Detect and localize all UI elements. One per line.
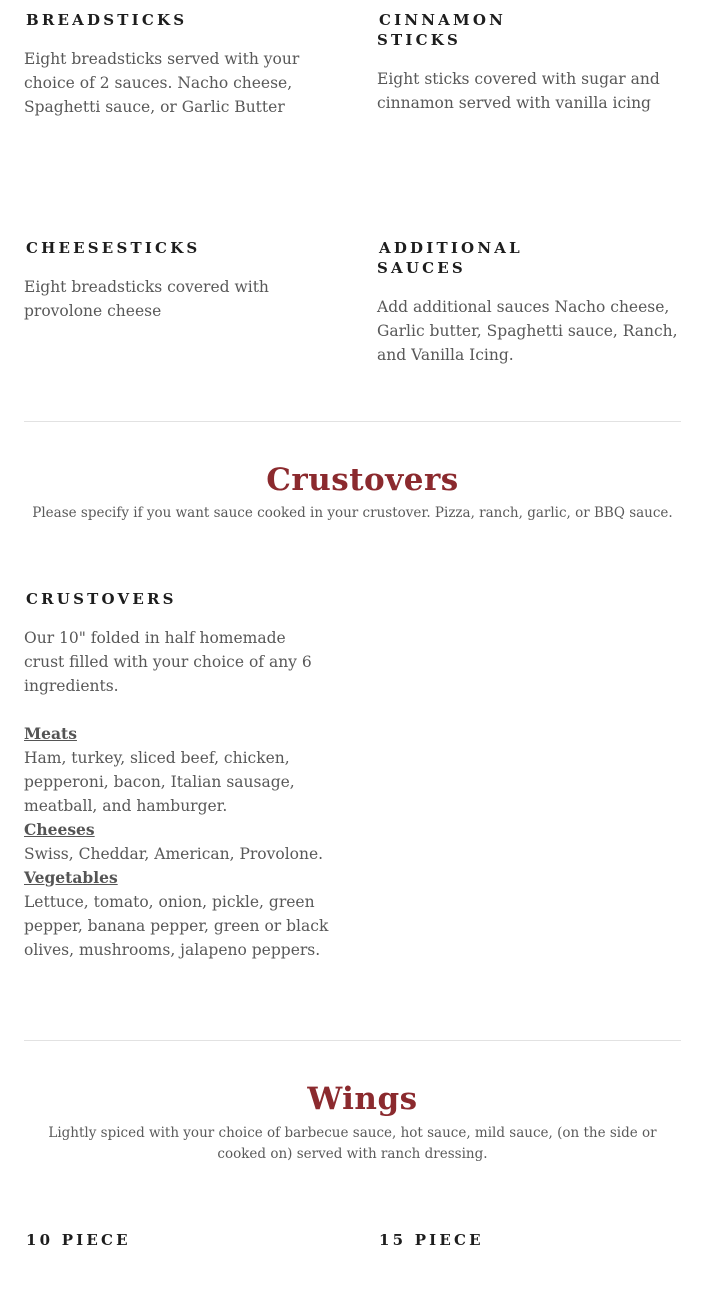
- section-divider: [24, 1040, 681, 1041]
- menu-item-15-piece: [377, 1230, 682, 1250]
- menu-item-cinnamon-sticks: [377, 10, 682, 115]
- item-description: Eight sticks covered with sugar and cinnamon served with vanilla icing: [377, 70, 660, 112]
- section-title-wings: Wings: [307, 1081, 418, 1117]
- item-title: [379, 10, 682, 50]
- meats-heading: Meats: [24, 724, 77, 743]
- item-description: Add additional sauces Nacho cheese, Garlic butter, Spaghetti sauce, Ranch, and Vanilla Icing.: [377, 298, 678, 364]
- section-subtitle-wings: Lightly spiced with your choice of barbecue sauce, hot sauce, mild sauce, (on the side or cooked on) served with ranch dressing.: [48, 1125, 657, 1162]
- crustover-intro: Our 10" folded in half homemade crust filled with your choice of any 6 ingredients.: [24, 629, 312, 695]
- item-title: BREADSTICKS: [26, 11, 188, 29]
- section-title-crustovers: Crustovers: [266, 462, 459, 498]
- item-title: CHEESESTICKS: [26, 239, 201, 257]
- menu-item-crustovers: [24, 589, 329, 962]
- meats-list: Ham, turkey, sliced beef, chicken, pepperoni, bacon, Italian sausage, meatball, and hamburger.: [24, 749, 295, 815]
- item-title: CRUSTOVERS: [26, 590, 177, 608]
- cheeses-heading: Cheeses: [24, 820, 95, 839]
- spacer: [24, 698, 329, 722]
- item-description: Eight breadsticks covered with provolone cheese: [24, 278, 269, 320]
- item-title-line2: SAUCES: [377, 259, 466, 277]
- menu-item-additional-sauces: [377, 238, 682, 367]
- item-title-line2: STICKS: [377, 31, 462, 49]
- menu-item-cheesesticks: [24, 238, 329, 323]
- section-divider: [24, 421, 681, 422]
- item-title-line1: ADDITIONAL: [379, 239, 523, 257]
- vegetables-list: Lettuce, tomato, onion, pickle, green pepper, banana pepper, green or black olives, mushrooms, jalapeno peppers.: [24, 893, 329, 959]
- vegetables-heading: Vegetables: [24, 868, 118, 887]
- cheeses-list: Swiss, Cheddar, American, Provolone.: [24, 845, 324, 863]
- menu-item-breadsticks: [24, 10, 329, 119]
- item-description: [24, 626, 329, 962]
- section-subtitle-crustovers: Please specify if you want sauce cooked in your crustover. Pizza, ranch, garlic, or BBQ sauce.: [32, 505, 673, 521]
- item-title-line1: CINNAMON: [379, 11, 506, 29]
- item-description: Eight breadsticks served with your choice of 2 sauces. Nacho cheese, Spaghetti sauce, or Garlic Butter: [24, 50, 300, 116]
- item-title: 15 PIECE: [379, 1231, 484, 1249]
- item-title: 10 PIECE: [26, 1231, 131, 1249]
- menu-item-10-piece: [24, 1230, 329, 1250]
- item-title: [379, 238, 682, 278]
